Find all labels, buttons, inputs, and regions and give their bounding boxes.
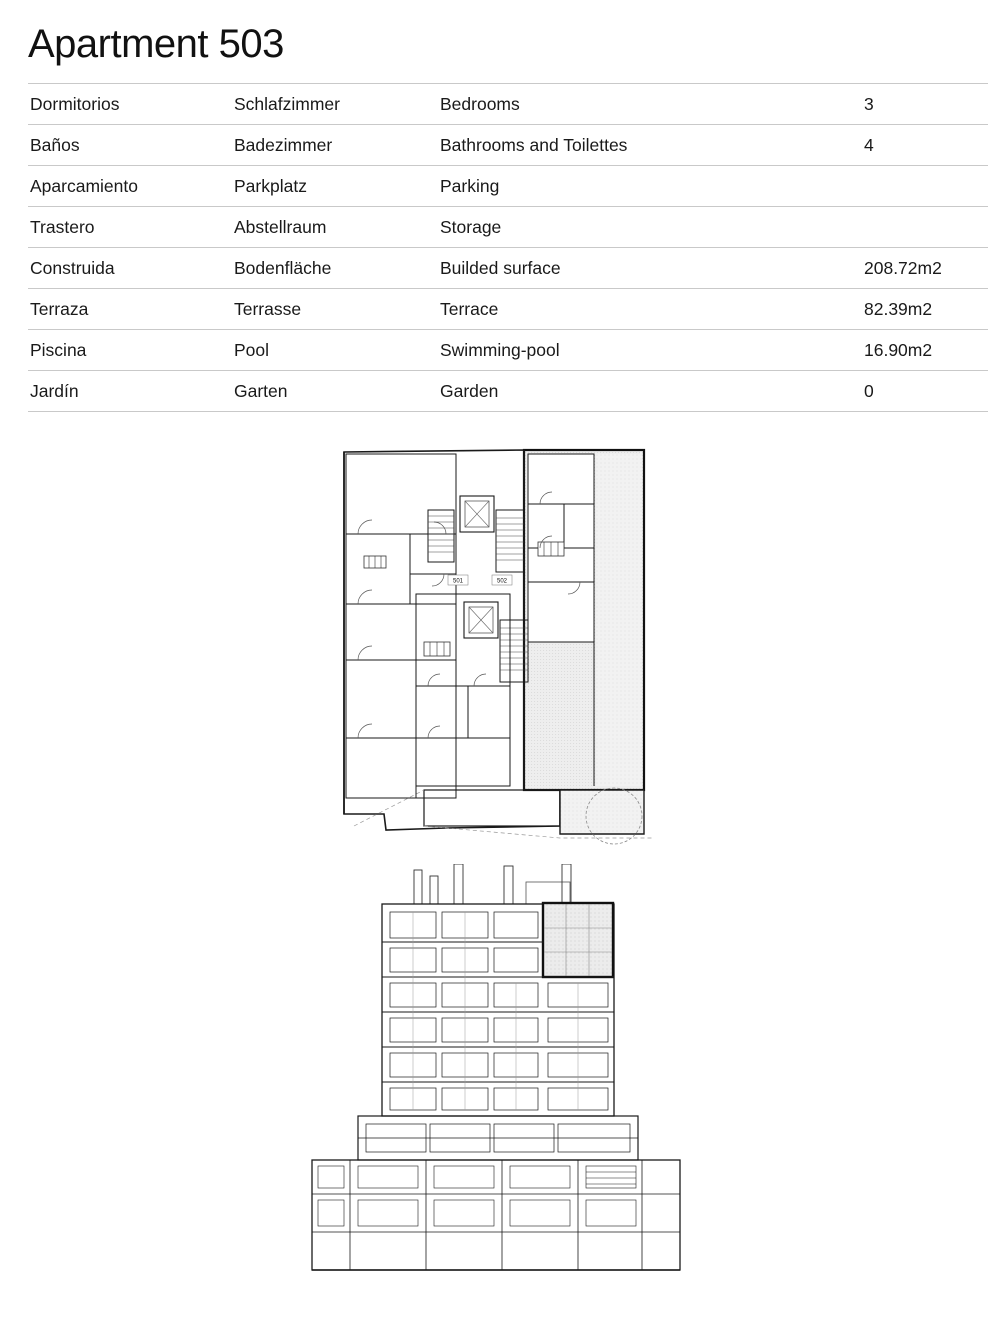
drawings-area bbox=[28, 412, 972, 1292]
spec-label-de: Garten bbox=[232, 371, 438, 412]
spec-value: 0 bbox=[862, 371, 988, 412]
spec-label-es: Trastero bbox=[28, 207, 232, 248]
spec-value: 16.90m2 bbox=[862, 330, 988, 371]
table-row bbox=[28, 166, 988, 207]
page-title: Apartment 503 bbox=[28, 22, 284, 66]
spec-label-en: Swimming-pool bbox=[438, 330, 862, 371]
spec-label-de: Parkplatz bbox=[232, 166, 438, 207]
spec-label-es: Dormitorios bbox=[28, 84, 232, 125]
spec-label-en: Terrace bbox=[438, 289, 862, 330]
unit-label-501: 501 bbox=[452, 578, 464, 585]
table-row bbox=[28, 371, 988, 412]
table-row bbox=[28, 84, 988, 125]
specifications-table bbox=[28, 83, 988, 412]
table-row bbox=[28, 207, 988, 248]
spec-label-es: Baños bbox=[28, 125, 232, 166]
building-elevation-drawing bbox=[278, 864, 738, 1274]
spec-value: 4 bbox=[862, 125, 988, 166]
spec-label-de: Badezimmer bbox=[232, 125, 438, 166]
spec-label-en: Garden bbox=[438, 371, 862, 412]
spec-label-de: Abstellraum bbox=[232, 207, 438, 248]
spec-label-es: Construida bbox=[28, 248, 232, 289]
spec-value: 3 bbox=[862, 84, 988, 125]
unit-label-502: 502 bbox=[496, 578, 508, 585]
spec-value bbox=[862, 166, 988, 207]
spec-label-es: Jardín bbox=[28, 371, 232, 412]
table-row bbox=[28, 289, 988, 330]
document-page bbox=[0, 22, 1000, 1344]
spec-label-de: Terrasse bbox=[232, 289, 438, 330]
floor-plan-drawing bbox=[324, 434, 684, 854]
spec-label-de: Schlafzimmer bbox=[232, 84, 438, 125]
spec-label-de: Pool bbox=[232, 330, 438, 371]
table-row bbox=[28, 330, 988, 371]
spec-label-en: Bathrooms and Toilettes bbox=[438, 125, 862, 166]
table-row bbox=[28, 125, 988, 166]
spec-label-en: Storage bbox=[438, 207, 862, 248]
spec-value: 208.72m2 bbox=[862, 248, 988, 289]
spec-label-en: Bedrooms bbox=[438, 84, 862, 125]
spec-label-es: Piscina bbox=[28, 330, 232, 371]
spec-label-es: Terraza bbox=[28, 289, 232, 330]
spec-label-en: Builded surface bbox=[438, 248, 862, 289]
spec-label-es: Aparcamiento bbox=[28, 166, 232, 207]
spec-value: 82.39m2 bbox=[862, 289, 988, 330]
spec-label-en: Parking bbox=[438, 166, 862, 207]
table-row bbox=[28, 248, 988, 289]
spec-label-de: Bodenfläche bbox=[232, 248, 438, 289]
spec-value bbox=[862, 207, 988, 248]
